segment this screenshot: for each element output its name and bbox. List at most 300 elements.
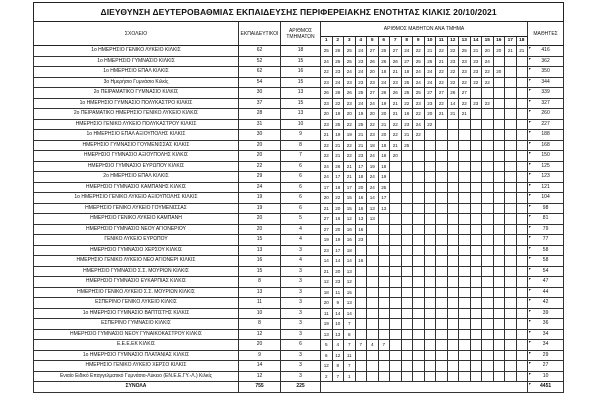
class-student-count: 26 (390, 88, 402, 99)
class-student-count (447, 298, 459, 309)
classes-count: 18 (281, 46, 321, 57)
class-student-count: 23 (355, 235, 367, 246)
class-student-count (355, 298, 367, 309)
class-student-count (378, 245, 390, 256)
class-student-count (459, 172, 471, 183)
class-student-count (436, 287, 448, 298)
class-student-count (516, 67, 528, 78)
students-total: 27 (528, 361, 564, 372)
class-student-count (459, 308, 471, 319)
classes-count: 3 (281, 350, 321, 361)
class-student-count (390, 308, 402, 319)
class-student-count: 26 (367, 56, 379, 67)
class-student-count (516, 182, 528, 193)
class-student-count (470, 182, 482, 193)
class-student-count (459, 140, 471, 151)
class-student-count: 4 (367, 340, 379, 351)
class-student-count (355, 277, 367, 288)
classes-count: 13 (281, 88, 321, 99)
class-student-count: 19 (321, 235, 333, 246)
classes-count: 16 (281, 67, 321, 78)
class-student-count (505, 329, 517, 340)
class-student-count: 22 (482, 67, 494, 78)
class-student-count (482, 203, 494, 214)
class-student-count (459, 151, 471, 162)
class-student-count: 18 (378, 67, 390, 78)
class-student-count: 19 (378, 172, 390, 183)
class-student-count: 22 (459, 77, 471, 88)
class-student-count: 7 (344, 340, 356, 351)
class-student-count (390, 361, 402, 372)
class-number-header: 9 (413, 37, 425, 46)
class-student-count: 13 (332, 329, 344, 340)
class-student-count (447, 182, 459, 193)
students-total: 260 (528, 109, 564, 120)
class-student-count (367, 361, 379, 372)
class-student-count (436, 203, 448, 214)
class-student-count (482, 214, 494, 225)
class-student-count (493, 140, 505, 151)
class-student-count: 22 (390, 119, 402, 130)
school-name: ΗΜΕΡΗΣΙΟ ΓΥΜΝΑΣΙΟ ΧΕΡΣΟΥ ΚΙΛΚΙΣ (34, 245, 239, 256)
class-student-count (436, 245, 448, 256)
students-total: 362 (528, 56, 564, 67)
class-student-count (401, 182, 413, 193)
class-student-count: 19 (355, 109, 367, 120)
class-student-count: 24 (367, 172, 379, 183)
class-student-count: 16 (355, 256, 367, 267)
classes-count: 13 (281, 109, 321, 120)
class-student-count: 22 (413, 46, 425, 57)
class-number-header: 2 (332, 37, 344, 46)
class-student-count: 21 (321, 266, 333, 277)
class-student-count: 24 (355, 46, 367, 57)
teachers-count: 22 (239, 161, 281, 172)
class-student-count (401, 308, 413, 319)
class-student-count: 27 (367, 46, 379, 57)
class-student-count (516, 119, 528, 130)
students-total: 42 (528, 298, 564, 309)
class-student-count: 14 (367, 193, 379, 204)
class-student-count (447, 214, 459, 225)
class-student-count (482, 224, 494, 235)
class-student-count (424, 329, 436, 340)
class-student-count (505, 172, 517, 183)
class-student-count (482, 88, 494, 99)
class-student-count (378, 256, 390, 267)
class-student-count: 21 (321, 130, 333, 141)
class-student-count (493, 224, 505, 235)
class-student-count: 22 (321, 151, 333, 162)
class-student-count: 22 (482, 98, 494, 109)
class-student-count (413, 224, 425, 235)
class-student-count: 8 (332, 361, 344, 372)
class-student-count (424, 298, 436, 309)
classes-count: 3 (281, 308, 321, 319)
class-student-count: 14 (344, 256, 356, 267)
school-name: ΗΜΕΡΗΣΙΟ ΓΥΜΝΑΣΙΟ ΓΟΥΜΕΝΙΣΣΑΣ ΚΙΛΚΙΣ (34, 140, 239, 151)
class-student-count (367, 319, 379, 330)
class-student-count (401, 245, 413, 256)
class-student-count (505, 298, 517, 309)
class-student-count: 18 (378, 140, 390, 151)
class-student-count: 24 (482, 56, 494, 67)
class-student-count (482, 308, 494, 319)
class-student-count (378, 277, 390, 288)
class-student-count (505, 277, 517, 288)
class-student-count: 23 (321, 98, 333, 109)
class-student-count (505, 140, 517, 151)
class-student-count (401, 319, 413, 330)
class-student-count (390, 235, 402, 246)
class-student-count: 18 (378, 151, 390, 162)
class-student-count (413, 214, 425, 225)
classes-count: 9 (281, 130, 321, 141)
class-student-count: 26 (447, 88, 459, 99)
class-student-count (516, 140, 528, 151)
teachers-count: 20 (239, 224, 281, 235)
classes-count: 15 (281, 56, 321, 67)
class-student-count (424, 245, 436, 256)
class-student-count: 12 (321, 277, 333, 288)
class-student-count: 20 (378, 109, 390, 120)
students-total: 150 (528, 151, 564, 162)
class-student-count: 25 (344, 56, 356, 67)
classes-count: 15 (281, 98, 321, 109)
class-student-count (470, 245, 482, 256)
students-total: 34 (528, 329, 564, 340)
class-student-count (378, 371, 390, 382)
class-student-count (459, 350, 471, 361)
class-student-count (482, 130, 494, 141)
class-student-count (378, 287, 390, 298)
class-student-count (413, 298, 425, 309)
table-row (34, 329, 564, 340)
class-student-count: 17 (355, 161, 367, 172)
class-student-count (493, 350, 505, 361)
class-student-count: 21 (436, 109, 448, 120)
school-name: 2ο ΠΕΙΡΑΜΑΤΙΚΟ ΓΥΜΝΑΣΙΟ ΚΙΛΚΙΣ (34, 88, 239, 99)
class-student-count (401, 350, 413, 361)
class-student-count: 7 (355, 340, 367, 351)
class-student-count (493, 266, 505, 277)
class-student-count: 13 (344, 266, 356, 277)
class-student-count (493, 109, 505, 120)
class-student-count: 21 (516, 46, 528, 57)
class-student-count: 20 (321, 298, 333, 309)
class-student-count (493, 77, 505, 88)
table-row (34, 371, 564, 382)
class-student-count (505, 224, 517, 235)
class-student-count: 24 (355, 98, 367, 109)
class-student-count (516, 298, 528, 309)
school-column-header: ΣΧΟΛΕΙΟ (34, 22, 239, 46)
students-total: 58 (528, 245, 564, 256)
class-student-count (459, 256, 471, 267)
class-student-count (413, 277, 425, 288)
class-student-count: 23 (344, 77, 356, 88)
class-student-count: 20 (367, 67, 379, 78)
class-student-count: 20 (493, 67, 505, 78)
students-total: 188 (528, 130, 564, 141)
school-name: ΗΜΕΡΗΣΙΟ ΓΥΜΝΑΣΙΟ ΝΕΟΥ ΓΥΝΑΙΚΟΚΑΣΤΡΟΥ ΚΙΛΚΙΣ (34, 329, 239, 340)
class-student-count (493, 298, 505, 309)
class-student-count: 16 (332, 214, 344, 225)
table-row (34, 235, 564, 246)
students-total: 34 (528, 340, 564, 351)
class-student-count: 25 (413, 56, 425, 67)
class-student-count (459, 277, 471, 288)
school-name: ΗΜΕΡΗΣΙΟ ΓΕΝΙΚΟ ΛΥΚΕΙΟ ΚΑΜΠΑΝΗ (34, 214, 239, 225)
class-student-count (390, 214, 402, 225)
class-student-count: 13 (378, 203, 390, 214)
class-student-count: 7 (344, 319, 356, 330)
class-student-count (436, 235, 448, 246)
class-student-count (470, 308, 482, 319)
class-student-count (436, 361, 448, 372)
class-student-count (470, 329, 482, 340)
class-student-count (447, 140, 459, 151)
class-student-count: 15 (344, 287, 356, 298)
class-student-count: 18 (355, 172, 367, 183)
class-student-count (367, 224, 379, 235)
class-student-count (516, 161, 528, 172)
class-student-count (401, 161, 413, 172)
class-student-count (482, 340, 494, 351)
class-student-count: 18 (378, 161, 390, 172)
table-row (34, 67, 564, 78)
class-student-count (493, 151, 505, 162)
class-number-header: 16 (493, 37, 505, 46)
class-number-header: 15 (482, 37, 494, 46)
class-student-count: 27 (321, 224, 333, 235)
school-name: ΕΣΠΕΡΙΝΟ ΓΕΝΙΚΟ ΛΥΚΕΙΟ ΚΙΛΚΙΣ (34, 298, 239, 309)
class-student-count: 19 (367, 161, 379, 172)
table-row (34, 203, 564, 214)
school-statistics-sheet (33, 2, 563, 393)
class-student-count (378, 266, 390, 277)
class-student-count (459, 329, 471, 340)
class-student-count: 25 (355, 119, 367, 130)
class-student-count (424, 371, 436, 382)
teachers-count: 8 (239, 277, 281, 288)
class-student-count: 19 (344, 130, 356, 141)
school-name: 1ο ΗΜΕΡΗΣΙΟ ΓΕΝΙΚΟ ΛΥΚΕΙΟ ΑΞΙΟΥΠΟΛΗΣ ΚΙΛΚΙΣ (34, 193, 239, 204)
class-student-count (355, 371, 367, 382)
class-student-count (401, 361, 413, 372)
class-student-count (470, 193, 482, 204)
class-student-count (390, 245, 402, 256)
teachers-count: 20 (239, 340, 281, 351)
class-student-count: 7 (378, 340, 390, 351)
class-student-count (355, 361, 367, 372)
table-row (34, 287, 564, 298)
class-student-count: 21 (459, 109, 471, 120)
class-student-count (516, 109, 528, 120)
school-name: 1ο ΗΜΕΡΗΣΙΟ ΓΕΝΙΚΟ ΛΥΚΕΙΟ ΚΙΛΚΙΣ (34, 46, 239, 57)
class-student-count: 19 (378, 98, 390, 109)
class-student-count: 25 (378, 182, 390, 193)
totals-classes: 225 (281, 382, 321, 393)
class-student-count: 21 (332, 140, 344, 151)
table-row (34, 98, 564, 109)
class-student-count: 26 (378, 88, 390, 99)
teachers-count: 8 (239, 319, 281, 330)
table-row (34, 182, 564, 193)
teachers-count: 24 (239, 182, 281, 193)
students-column-header: ΜΑΘΗΤΕΣ (528, 22, 564, 46)
classes-count: 8 (281, 140, 321, 151)
class-number-header: 14 (470, 37, 482, 46)
class-student-count: 27 (401, 56, 413, 67)
class-student-count: 15 (344, 193, 356, 204)
teachers-count: 20 (239, 151, 281, 162)
class-student-count (505, 319, 517, 330)
class-student-count: 21 (436, 56, 448, 67)
class-student-count (482, 109, 494, 120)
class-student-count (424, 182, 436, 193)
class-student-count (505, 119, 517, 130)
class-student-count: 13 (321, 329, 333, 340)
class-student-count: 26 (390, 56, 402, 67)
class-student-count (401, 329, 413, 340)
class-student-count (413, 308, 425, 319)
class-student-count: 16 (355, 203, 367, 214)
class-student-count: 18 (367, 140, 379, 151)
class-student-count (516, 214, 528, 225)
class-student-count (424, 340, 436, 351)
class-student-count (516, 266, 528, 277)
class-student-count: 24 (424, 77, 436, 88)
students-total: 47 (528, 277, 564, 288)
school-name: 2ο ΗΜΕΡΗΣΙΟ ΕΠΑΛ ΚΙΛΚΙΣ (34, 172, 239, 183)
class-student-count (493, 182, 505, 193)
class-student-count (424, 361, 436, 372)
table-row (34, 308, 564, 319)
class-student-count (482, 266, 494, 277)
school-name: ΗΜΕΡΗΣΙΟ ΓΥΜΝΑΣΙΟ Σ.Σ. ΜΟΥΡΙΩΝ ΚΙΛΚΙΣ (34, 266, 239, 277)
class-student-count (413, 256, 425, 267)
class-student-count (482, 245, 494, 256)
class-student-count: 19 (321, 319, 333, 330)
class-student-count: 9 (332, 298, 344, 309)
class-student-count (516, 350, 528, 361)
class-student-count (378, 329, 390, 340)
class-student-count (470, 319, 482, 330)
class-student-count: 22 (413, 109, 425, 120)
class-student-count (493, 56, 505, 67)
class-student-count: 11 (321, 308, 333, 319)
class-student-count: 20 (332, 203, 344, 214)
class-student-count: 25 (355, 88, 367, 99)
class-student-count (447, 350, 459, 361)
class-student-count (493, 130, 505, 141)
class-student-count (367, 308, 379, 319)
class-student-count (459, 287, 471, 298)
class-student-count (447, 319, 459, 330)
class-student-count (401, 235, 413, 246)
school-name: 3ο Ημερήσιο Γυμνάσιο Κιλκίς (34, 77, 239, 88)
class-student-count (424, 277, 436, 288)
class-student-count (401, 340, 413, 351)
class-student-count (413, 193, 425, 204)
class-student-count (505, 109, 517, 120)
class-student-count (436, 151, 448, 162)
class-student-count (505, 88, 517, 99)
class-student-count: 13 (344, 298, 356, 309)
class-student-count (516, 329, 528, 340)
class-student-count (401, 224, 413, 235)
totals-teachers: 755 (239, 382, 281, 393)
class-student-count: 17 (332, 245, 344, 256)
class-student-count: 27 (424, 88, 436, 99)
class-student-count (447, 151, 459, 162)
class-student-count (447, 193, 459, 204)
classes-count: 10 (281, 119, 321, 130)
class-student-count: 23 (332, 277, 344, 288)
class-student-count: 21 (378, 119, 390, 130)
class-student-count: 21 (470, 46, 482, 57)
class-student-count (470, 266, 482, 277)
class-student-count (459, 340, 471, 351)
teachers-count: 10 (239, 308, 281, 319)
class-student-count (355, 350, 367, 361)
class-student-count: 21 (390, 140, 402, 151)
class-student-count (505, 340, 517, 351)
class-student-count (390, 350, 402, 361)
class-student-count (367, 277, 379, 288)
class-student-count (424, 214, 436, 225)
class-student-count (401, 287, 413, 298)
class-student-count (413, 182, 425, 193)
class-student-count: 23 (367, 77, 379, 88)
class-student-count (505, 266, 517, 277)
class-student-count (378, 298, 390, 309)
school-name: ΗΜΕΡΗΣΙΟ ΓΕΝΙΚΟ ΛΥΚΕΙΟ ΧΕΡΣΟ ΚΙΛΚΙΣ (34, 361, 239, 372)
class-student-count (482, 193, 494, 204)
school-name: ΗΜΕΡΗΣΙΟ ΓΥΜΝΑΣΙΟ ΑΞΙΟΥΠΟΛΗΣ ΚΙΛΚΙΣ (34, 151, 239, 162)
students-total: 29 (528, 350, 564, 361)
teachers-count: 12 (239, 329, 281, 340)
table-row (34, 224, 564, 235)
class-student-count (516, 371, 528, 382)
class-student-count: 21 (332, 151, 344, 162)
class-student-count: 10 (332, 319, 344, 330)
class-student-count (516, 319, 528, 330)
class-student-count (401, 151, 413, 162)
class-student-count (505, 151, 517, 162)
students-total: 339 (528, 88, 564, 99)
class-student-count (401, 193, 413, 204)
class-student-count: 23 (447, 56, 459, 67)
class-student-count (436, 277, 448, 288)
class-student-count (505, 203, 517, 214)
school-name: ΗΜΕΡΗΣΙΟ ΓΕΝΙΚΟ ΛΥΚΕΙΟ ΓΟΥΜΕΝΙΣΣΑΣ (34, 203, 239, 214)
class-student-count: 22 (367, 119, 379, 130)
class-student-count (424, 172, 436, 183)
class-student-count (367, 329, 379, 340)
school-name: ΗΜΕΡΗΣΙΟ ΓΕΝΙΚΟ ΛΥΚΕΙΟ ΝΕΟ ΑΓΙΟΝΕΡΙ ΚΙΛΚΙΣ (34, 256, 239, 267)
class-student-count (424, 287, 436, 298)
class-student-count: 12 (344, 277, 356, 288)
class-student-count: 12 (332, 350, 344, 361)
class-student-count: 17 (344, 182, 356, 193)
class-student-count (505, 193, 517, 204)
class-student-count (401, 214, 413, 225)
class-student-count: 27 (436, 88, 448, 99)
class-student-count (516, 287, 528, 298)
class-student-count (459, 361, 471, 372)
